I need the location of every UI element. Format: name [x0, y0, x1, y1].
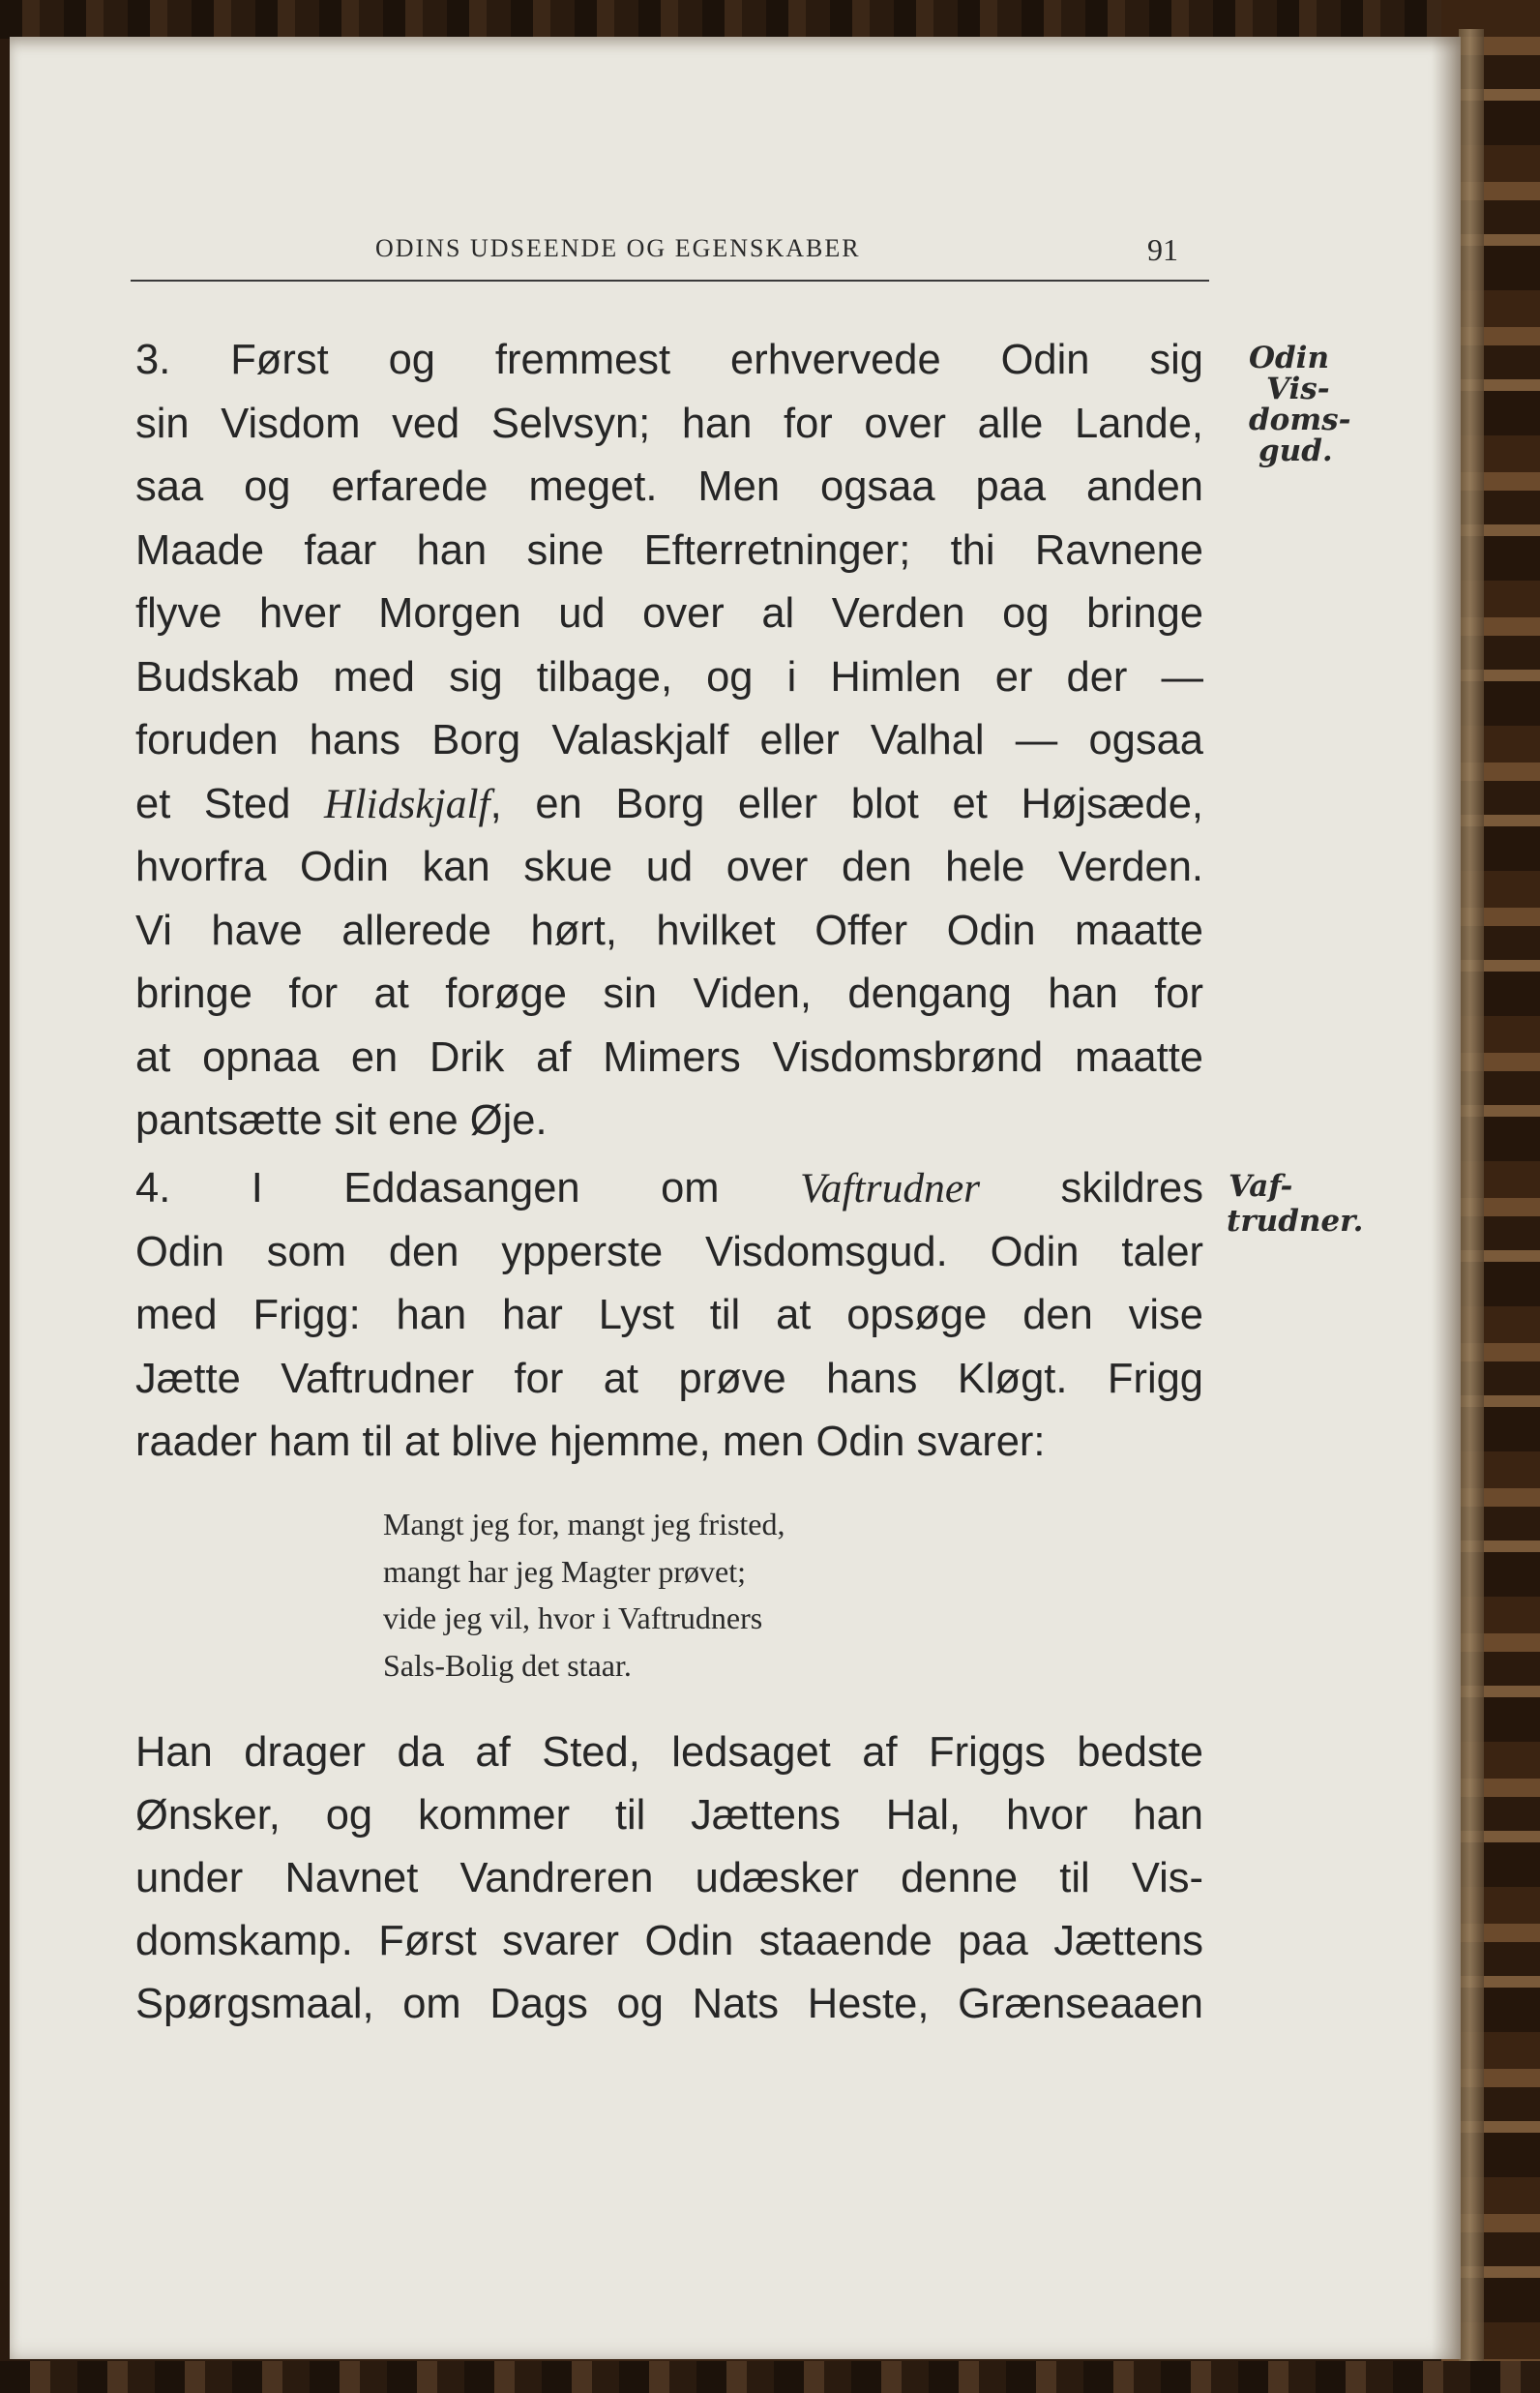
text-line [135, 773, 1203, 837]
text-span: at opnaa en Drik af Mimers Visdomsbrønd maatte [135, 1033, 1203, 1081]
sidenote-vaftrudner [1227, 1169, 1363, 1239]
text-span: pantsætte sit ene Øje. [135, 1097, 548, 1144]
book-top-edge [0, 0, 1540, 39]
sidenote-line: doms- [1249, 403, 1351, 437]
text-line [135, 456, 1203, 520]
text-span: Budskab med sig tilbage, og i Himlen er der — [135, 653, 1203, 701]
page-shadow [1432, 37, 1461, 2359]
text-span: hvorfra Odin kan skue ud over den hele Verden. [135, 844, 1203, 890]
text-span: med Frigg: han har Lyst til at opsøge den vise [135, 1292, 1203, 1338]
book-bottom-edge [0, 2361, 1540, 2393]
text-line: Han drager da af Sted, ledsaget af Friggs bedste [135, 1729, 1203, 1776]
section-4-paragraph [135, 1157, 1203, 1475]
header-rule [131, 280, 1209, 282]
text-line [135, 583, 1203, 646]
text-span: bringe for at forøge sin Viden, dengang han for [135, 971, 1203, 1017]
text-line [135, 963, 1203, 1027]
text-line: under Navnet Vandreren udæsker denne til Vis- [135, 1855, 1203, 1901]
sidenote-odin-visdomsgud [1249, 343, 1350, 466]
text-span: 3. Først og fremmest erhvervede Odin sig [135, 337, 1203, 383]
text-line [135, 836, 1203, 900]
text-line [135, 1027, 1203, 1091]
page-block-edge [1459, 29, 1484, 2361]
sidenote-line: Vaf- [1229, 1169, 1293, 1204]
verse-line: Mangt jeg for, mangt jeg fristed, [383, 1507, 785, 1541]
text-line [135, 900, 1203, 964]
verse-line: vide jeg vil, hvor i Vaftrudners [383, 1600, 763, 1635]
text-line [135, 709, 1203, 773]
text-span: skildres [980, 1165, 1203, 1211]
text-line: Ønsker, og kommer til Jættens Hal, hvor han [135, 1792, 1203, 1839]
italic-term: Hlidskjalf [324, 780, 490, 827]
text-span: raader ham til at blive hjemme, men Odin svarer: [135, 1419, 1046, 1465]
sidenote-line: Vis- [1266, 372, 1330, 406]
text-line [135, 1221, 1203, 1285]
text-span: Odin som den ypperste Visdomsgud. Odin taler [135, 1228, 1203, 1275]
text-line: domskamp. Først svarer Odin staaende paa Jættens [135, 1918, 1203, 1964]
text-line [135, 1348, 1203, 1412]
text-line [135, 393, 1203, 457]
verse-quotation [383, 1501, 785, 1689]
sidenote-line: gud. [1259, 434, 1333, 468]
text-line [135, 329, 1203, 393]
running-header: ODINS UDSEENDE OG EGENSKABER [375, 234, 861, 262]
sidenote-line: trudner. [1227, 1204, 1364, 1239]
section-3-paragraph [135, 329, 1203, 1153]
text-line [135, 1090, 1203, 1153]
verse-line: mangt har jeg Magter prøvet; [383, 1553, 746, 1589]
text-line [135, 646, 1203, 710]
text-span: Maade faar han sine Efterretninger; thi Ravnene [135, 526, 1203, 574]
text-span: foruden hans Borg Valaskjalf eller Valhal — ogsaa [135, 717, 1203, 763]
text-span: sin Visdom ved Selvsyn; han for over alle Lande, [135, 400, 1203, 447]
italic-term: Vaftrudner [799, 1165, 981, 1211]
text-line [135, 1157, 1203, 1221]
text-line: Spørgsmaal, om Dags og Nats Heste, Grænseaaen [135, 1981, 1203, 2027]
verse-line: Sals-Bolig det staar. [383, 1647, 632, 1683]
page-number: 91 [1147, 232, 1178, 267]
text-line [135, 520, 1203, 583]
text-line [135, 1411, 1203, 1475]
text-span: saa og erfarede meget. Men ogsaa paa anden [135, 464, 1203, 510]
text-line [135, 1284, 1203, 1348]
text-span: , en Borg eller blot et Højsæde, [489, 780, 1203, 827]
text-span: flyve hver Morgen ud over al Verden og bringe [135, 590, 1203, 637]
continuation-paragraph [135, 1721, 1203, 2036]
text-span: et Sted [135, 780, 325, 827]
text-span: Jætte Vaftrudner for at prøve hans Kløgt. Frigg [135, 1355, 1203, 1402]
text-span: Vi have allerede hørt, hvilket Offer Odin maatte [135, 907, 1203, 954]
text-span: 4. I Eddasangen om [135, 1165, 800, 1211]
sidenote-line: Odin [1249, 341, 1329, 375]
